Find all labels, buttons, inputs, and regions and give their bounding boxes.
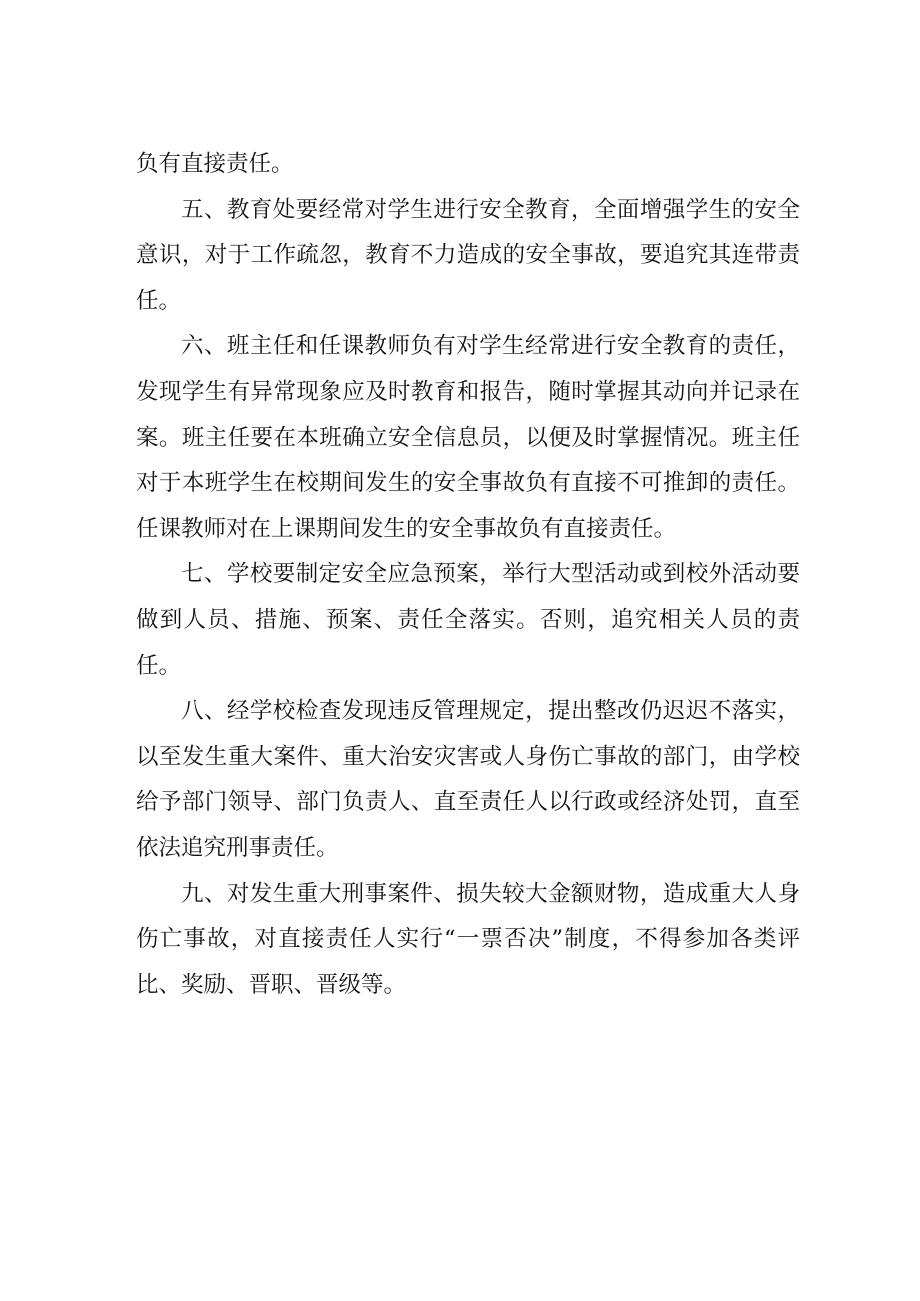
document-body <box>136 142 800 1008</box>
paragraph-item-7: 七、学校要制定安全应急预案，举行大型活动或到校外活动要做到人员、措施、预案、责任全落实。否则，追究相关人员的责任。 <box>136 561 800 679</box>
paragraph-item-5: 五、教育处要经常对学生进行安全教育，全面增强学生的安全意识，对于工作疏忽，教育不力造成的安全事故，要追究其连带责任。 <box>136 196 800 314</box>
paragraph-item-8: 八、经学校检查发现违反管理规定，提出整改仍迟迟不落实，以至发生重大案件、重大治安灾害或人身伤亡事故的部门，由学校给予部门领导、部门负责人、直至责任人以行政或经济处罚，直至依法追究刑事责任。 <box>136 698 800 861</box>
paragraph-continuation: 负有直接责任。 <box>136 151 294 177</box>
paragraph-item-6: 六、班主任和任课教师负有对学生经常进行安全教育的责任，发现学生有异常现象应及时教育和报告，随时掌握其动向并记录在案。班主任要在本班确立安全信息员，以便及时掌握情况。班主任对于本班学生在校期间发生的安全事故负有直接不可推卸的责任。任课教师对在上课期间发生的安全事故负有直接责任。 <box>136 333 800 542</box>
paragraph-item-9: 九、对发生重大刑事案件、损失较大金额财物，造成重大人身伤亡事故，对直接责任人实行“一票否决”制度，不得参加各类评比、奖励、晋职、晋级等。 <box>136 880 800 998</box>
